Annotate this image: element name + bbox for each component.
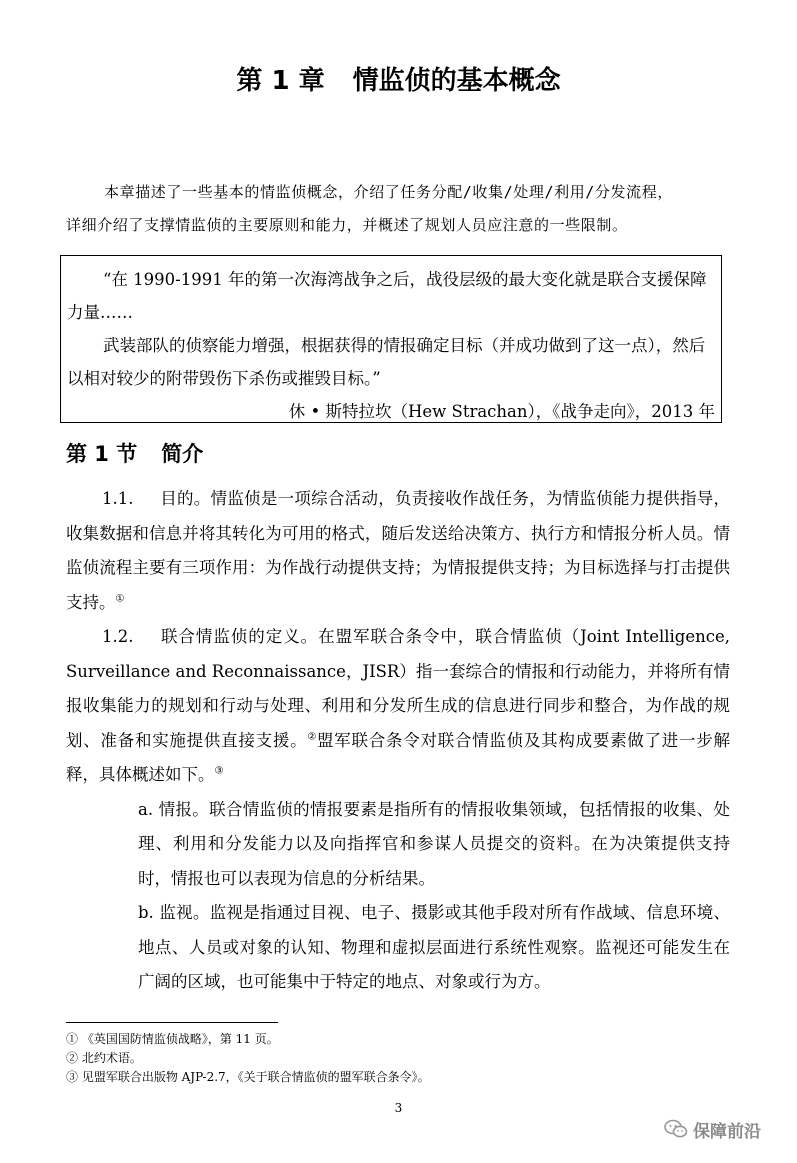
quote-paragraph-2: 武装部队的侦察能力增强，根据获得的情报确定目标（并成功做到了这一点），然后以相对较少的附带毁伤下杀伤或摧毁目标。” (67, 336, 706, 388)
footnote-divider (66, 1022, 278, 1023)
list-item-b-surveillance: b. 监视。监视是指通过目视、电子、摄影或其他手段对所有作战域、信息环境、地点、人员或对象的认知、物理和虚拟层面进行系统性观察。监视还可能发生在广阔的区域，也可能集中于特定的地点、对象或行为方。 (138, 903, 730, 991)
chapter-title (0, 60, 797, 97)
list-item-a-intelligence: a. 情报。联合情监侦的情报要素是指所有的情报收集领域，包括情报的收集、处理、利用和分发能力以及向指挥官和参谋人员提交的资料。在为决策提供支持时，情报也可以表现为信息的分析结果。 (138, 799, 730, 888)
section-heading (66, 438, 203, 468)
paragraph-1-1 (66, 482, 730, 620)
footnote-ref-1[interactable]: ① (115, 593, 125, 604)
epigraph-quote (60, 255, 722, 423)
watermark (664, 1116, 761, 1142)
quote-paragraph-1: “在 1990-1991 年的第一次海湾战争之后，战役层级的最大变化就是联合支援保障力量…… (67, 270, 707, 322)
section-name: 简介 (161, 442, 204, 466)
page-number: 3 (394, 1101, 403, 1115)
wechat-icon (664, 1119, 688, 1139)
footnote-ref-3[interactable]: ③ (214, 765, 224, 777)
section-body (66, 482, 730, 1000)
paragraph-number: 1.1. (102, 489, 134, 508)
chapter-intro (66, 176, 730, 242)
chapter-name: 情监侦的基本概念 (352, 66, 561, 96)
section-number: 第 1 节 (66, 442, 138, 466)
paragraph-number: 1.2. (102, 627, 134, 646)
paragraph-text: 联合情监侦的定义。在盟军联合条令中，联合情监侦（Joint Intelligence, Surveillance and Reconnaissance，JISR）指一套综合的情报和行动能力，并将所有情报收集能力的规划和行动与处理、利用和分发所生成的信息进行同步和整合，为作战的规划、准备和实施提供直接支援。 (66, 627, 730, 750)
paragraph-text-cont: 盟军联合条令对联合情监侦及其构成要素做了进一步解释，具体概述如下。 (66, 730, 730, 784)
footnote-3: ③ 见盟军联合出版物 AJP-2.7，《关于联合情监侦的盟军联合条令》。 (66, 1070, 430, 1084)
intro-line-2: 详细介绍了支撑情监侦的主要原则和能力，并概述了规划人员应注意的一些限制。 (66, 216, 628, 234)
watermark-text: 保障前沿 (693, 1121, 761, 1142)
paragraph-1-2 (66, 620, 730, 793)
intro-line-1: 本章描述了一些基本的情监侦概念，介绍了任务分配/收集/处理/利用/分发流程， (104, 183, 673, 201)
footnotes (66, 1030, 430, 1087)
chapter-number: 第 1 章 (236, 66, 325, 96)
footnote-2: ② 北约术语。 (66, 1051, 142, 1065)
footnote-1: ① 《英国国防情监侦战略》，第 11 页。 (66, 1032, 279, 1046)
paragraph-text: 目的。情监侦是一项综合活动，负责接收作战任务，为情监侦能力提供指导，收集数据和信息并将其转化为可用的格式，随后发送给决策方、执行方和情报分析人员。情监侦流程主要有三项作用：为作战行动提供支持；为情报提供支持；为目标选择与打击提供支持。 (66, 489, 730, 612)
quote-attribution: 休 • 斯特拉坎（Hew Strachan），《战争走向》，2013 年 (288, 402, 715, 421)
footnote-ref-2[interactable]: ② (307, 731, 318, 742)
